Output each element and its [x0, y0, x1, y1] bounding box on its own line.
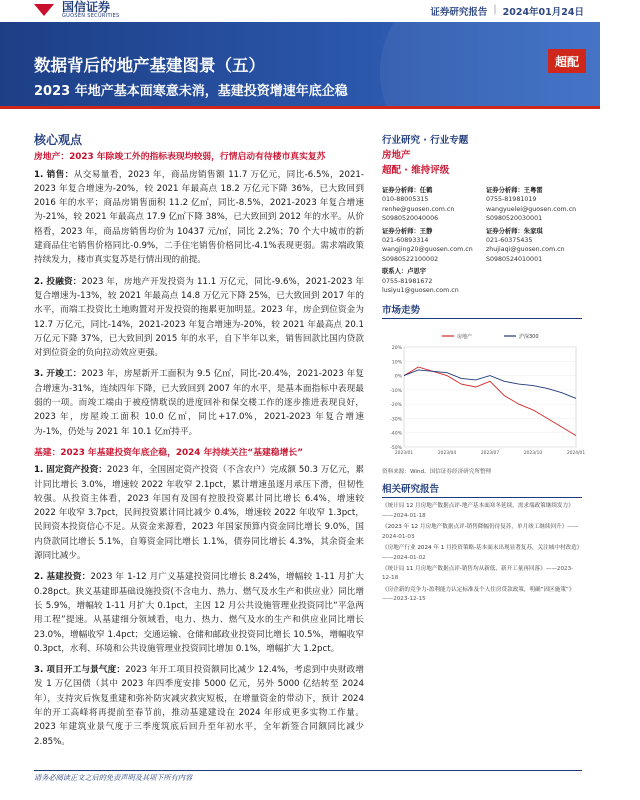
legend-label: 沪深300	[519, 334, 539, 341]
rating-badge: 超配	[548, 49, 586, 73]
analyst-person: 王粤雷	[523, 187, 543, 194]
analyst-name	[486, 227, 582, 236]
logo-en: GUOSEN SECURITIES	[62, 13, 120, 19]
paragraph-sales	[34, 168, 364, 268]
paragraph-lead: 2. 基建投资：	[34, 572, 91, 583]
y-tick-label: -50%	[390, 446, 402, 452]
paragraph-lead: 3. 项目开工与景气度：	[34, 665, 126, 676]
analyst-cert: S0980520040006	[382, 215, 439, 223]
y-tick-label: -10%	[390, 389, 402, 395]
paragraph-construction	[34, 367, 364, 438]
market-trend-chart	[382, 325, 586, 465]
analyst-email[interactable]: renhe@guosen.com.cn	[382, 205, 455, 213]
paragraph-body: 2023 年，房地产开发投资为 11.1 万亿元，同比-9.6%，2021-2023 年复合增速为-13%，较 2021 年最高点 14.8 万亿元下降 25%，已大致回到 2017 年的水平，而端工投资比土地购置对开发投资的拖累更加明显。2023 年，房企到位资金为 12.7 万亿元，同比-14%，2021-2023 年复合增速为-20%，较 2021 年最高点 20.1 万亿元下降 37%，已大致回到 2015 年的水平，自下半年以来，销售回款比国内贷款对到位资金的负向拉动效应更强。	[34, 276, 364, 359]
related-list	[382, 502, 582, 604]
series-line-0	[404, 367, 576, 436]
paragraph-body: 从交易量看，2023 年，商品房销售额 11.7 万亿元，同比-6.5%，2021-2023 年复合增速为-20%，较 2021 年最高点 18.2 万亿元下降 36%，已大致回到 2016 年的水平；商品房销售面积 11.2 亿㎡，同比-8.5%，2021-2023 年复合增速为-21%，较 2021 年最高点 17.9 亿㎡下降 38%，已大致回到 2012 年的水平。从价格看，2023 年，商品房销售均价为 10437 元/㎡，同比 2.2%；70 个大中城市的新建商品住宅销售价格同比-0.9%，二手住宅销售价格同比-4.1%表现更弱。需求端政策持续发力，楼市真实复苏是行情出现的前提。	[34, 169, 364, 266]
analyst-card	[486, 227, 582, 265]
paragraph-lead: 1. 固定资产投资：	[34, 465, 107, 476]
paragraph-body: 2023 年，房屋新开工面积为 9.5 亿㎡，同比-20.4%，2021-2023 年复合增速为-31%，连续四年下降，已大致回到 2007 年的水平，是基本面指标中表现最弱的一项。而竣工端由于被疫情耽误的进度回补和保交楼工作的逐步推进表现良好，2023 年，房屋竣工面积 10.0 亿㎡，同比+17.0%，2021-2023 年复合增速为-1%，仍处与 2021 年 10.1 亿㎡持平。	[34, 369, 364, 437]
x-tick-label: 2023/07	[480, 451, 500, 457]
analyst-name	[382, 267, 478, 276]
related-report-title: 《2023 年 12 月房地产数据点评-销售降幅仍待复苏，单月竣工继续回升》	[382, 524, 568, 531]
x-tick-label: 2024/01	[566, 451, 586, 457]
related-report-date: ——2024-01-18	[382, 512, 426, 519]
rating-label: 超配 · 维持评级	[382, 165, 450, 176]
analyst-card	[382, 227, 478, 265]
analyst-phone: 010-88005315	[382, 196, 429, 204]
related-report-title: 《统计局 11 月房地产数据点评-销售均从新低，新开工量再回落》	[382, 565, 546, 572]
y-tick-label: 0%	[394, 375, 402, 381]
analyst-email[interactable]: wangjing20@guosen.com.cn	[382, 246, 473, 254]
paragraph-fixed-asset	[34, 463, 364, 563]
related-report-date: ——2023-12-15	[382, 596, 426, 603]
related-report-date: ——2024-01-03	[382, 524, 579, 540]
section-title-real-estate: 房地产：2023 年除竣工外的指标表现均较弱，行情启动有待楼市真实复苏	[34, 152, 326, 163]
related-report-title: 《房地产行业 2024 年 1 月投资策略-基本面未出现显著复苏，关注城中村改造》	[382, 545, 583, 552]
related-divider	[382, 497, 582, 498]
analyst-card	[382, 267, 478, 295]
title-banner	[0, 22, 600, 106]
paragraph-body: 2023 年 1-12 月广义基建投资同比增长 8.24%，增幅较 1-11 月扩大 0.28pct。狭义基建即基础设施投资(不含电力、热力、燃气及水生产和供应业）同比增长 5.9%，增幅较 1-11 月扩大 0.1pct，主因 12 月公共设施管理业投资同比“平急两用工程”提速。从基建细分领域看，电力、热力、燃气及水的生产和供应业同比增长 23.0%，增幅收窄 1.4pct；交通运输、仓储和邮政业投资同比增长 10.5%，增幅收窄 0.3pct，水利、环境和公共设施管理业投资同比增加 0.1%，增幅扩大 1.2pct。	[34, 572, 364, 654]
logo-cn: 国信证券	[62, 0, 111, 14]
analyst-person: 朱家琪	[523, 227, 543, 235]
analyst-list	[382, 186, 582, 298]
trend-divider	[382, 318, 582, 319]
analyst-cert: S0980520030001	[486, 215, 543, 223]
core-heading: 核心观点	[34, 133, 83, 147]
y-tick-label: 20%	[391, 346, 402, 352]
report-title: 数据背后的地产基建图景（五）	[34, 56, 265, 75]
logo-icon	[34, 2, 56, 18]
related-report-title: 《房企新的竞争力-盈利能力认定标准及个人住房贷款政策，明确“因区施策”》	[382, 586, 575, 593]
chart-svg	[382, 325, 586, 465]
paragraph-project-start	[34, 663, 364, 749]
related-report-title: 《统计局 12 月房地产数据点评-地产基本面寒冬延续，需求端政策继续发力》	[382, 503, 574, 510]
x-tick-label: 2023/01	[394, 451, 414, 457]
analyst-cert: S0980524010001	[486, 255, 543, 263]
paragraph-body: 2023 年开工项目投资额同比减少 12.4%，考虑到中央财政增发 1 万亿国债（其中 2023 年四季度安排 5000 亿元，另外 5000 亿结转至 2024 年），支持灾后恢复重建和弥补防灾减灾救灾短板，在增量资金的带动下，预计 2024 年的开工高峰将再提前至春节前，推动基建建设在 2024 年形成更多实物工作量。2023 年建筑业景气度于三季度筑底后回升至年初水平，全年新签合同额同比减少 2.85%。	[34, 665, 364, 747]
analyst-cert: S0980522100002	[382, 255, 439, 263]
x-tick-label: 2023/10	[523, 451, 543, 457]
sidebar	[382, 133, 586, 607]
related-report-item[interactable]	[382, 586, 582, 605]
analyst-email[interactable]: lusiyu1@guosen.com.cn	[382, 287, 459, 295]
paragraph-body: 2023 年，全国固定资产投资（不含农户）完成额 50.3 万亿元，累计同比增长 3.0%，增速较 2022 年收窄 2.1pct，累计增速虽逐月承压下滑，但韧性较强。从投资主体看，2023 年国有及国有控股投资累计同比增长 6.4%，增速较 2022 年收窄 3.7pct，民间投资累计同比减少 0.4%，增速较 2022 年收窄 1.3pct，民间资本投资信心不足。从资金来源看，2023 年国家预算内资金同比增长 9.0%，国内贷款同比增长 5.1%，自筹资金同比增长 1.1%，债券同比增长 4.3%，其余资金来源同比减少。	[34, 465, 364, 562]
y-tick-label: -30%	[390, 417, 402, 423]
analyst-name	[486, 186, 582, 195]
analyst-name	[382, 186, 478, 195]
related-report-item[interactable]	[382, 565, 582, 584]
market-trend-heading: 市场走势	[382, 305, 421, 317]
related-report-item[interactable]	[382, 544, 582, 563]
main-content	[34, 133, 364, 756]
related-report-item[interactable]	[382, 502, 582, 521]
series-line-1	[404, 370, 576, 399]
related-heading: 相关研究报告	[382, 484, 440, 496]
related-report-item[interactable]	[382, 523, 582, 542]
analyst-role: 证券分析师：	[382, 227, 420, 235]
sector-label: 房地产	[382, 150, 411, 161]
footer-disclaimer: 请务必阅读正文之后的免责声明及其项下所有内容	[34, 773, 193, 782]
analyst-role: 联系人：	[382, 268, 408, 276]
related-report-date: ——2023-12-18	[382, 565, 574, 582]
analyst-person: 王静	[419, 227, 433, 235]
chart-source: 资料来源：Wind、国信证券经济研究所整理	[382, 469, 492, 476]
analyst-person: 卢思宇	[407, 268, 427, 276]
analyst-email[interactable]: zhujiaqi@guosen.com.cn	[486, 246, 565, 254]
legend-label: 房地产	[457, 334, 473, 341]
paragraph-lead: 3. 开竣工：	[34, 369, 82, 380]
banner-divider	[0, 106, 600, 109]
x-tick-label: 2023/04	[437, 451, 457, 457]
analyst-role: 证券分析师：	[486, 187, 524, 194]
analyst-person: 任鹤	[419, 187, 433, 194]
analyst-phone: 021-60375435	[486, 237, 533, 245]
paragraph-investment	[34, 275, 364, 361]
industry-label: 行业研究 · 行业专题	[382, 135, 469, 146]
analyst-email[interactable]: wangyuelei@guosen.com.cn	[486, 205, 577, 213]
report-subtitle: 2023 年地产基本面寒意未消，基建投资增速年底企稳	[34, 84, 348, 99]
y-tick-label: -40%	[390, 432, 402, 438]
paragraph-infra-investment	[34, 570, 364, 656]
chart-frame	[404, 347, 576, 447]
analyst-card	[382, 186, 478, 224]
analyst-phone: 0755-81981672	[382, 277, 433, 285]
footer-divider	[34, 770, 582, 771]
analyst-phone: 021-60893314	[382, 237, 429, 245]
analyst-role: 证券分析师：	[382, 187, 420, 194]
related-report-date: ——2024-01-02	[382, 554, 426, 561]
analyst-role: 证券分析师：	[486, 227, 524, 235]
paragraph-lead: 2. 投融资：	[34, 276, 82, 287]
analyst-name	[382, 227, 478, 236]
company-logo	[34, 0, 120, 20]
y-tick-label: 10%	[391, 360, 402, 366]
analyst-phone: 0755-81981019	[486, 196, 537, 204]
analyst-card	[486, 186, 582, 224]
y-tick-label: -20%	[390, 403, 402, 409]
section-title-infrastructure: 基建：2023 年基建投资年底企稳，2024 年持续关注“基建稳增长”	[34, 447, 303, 458]
paragraph-lead: 1. 销售：	[34, 169, 74, 180]
